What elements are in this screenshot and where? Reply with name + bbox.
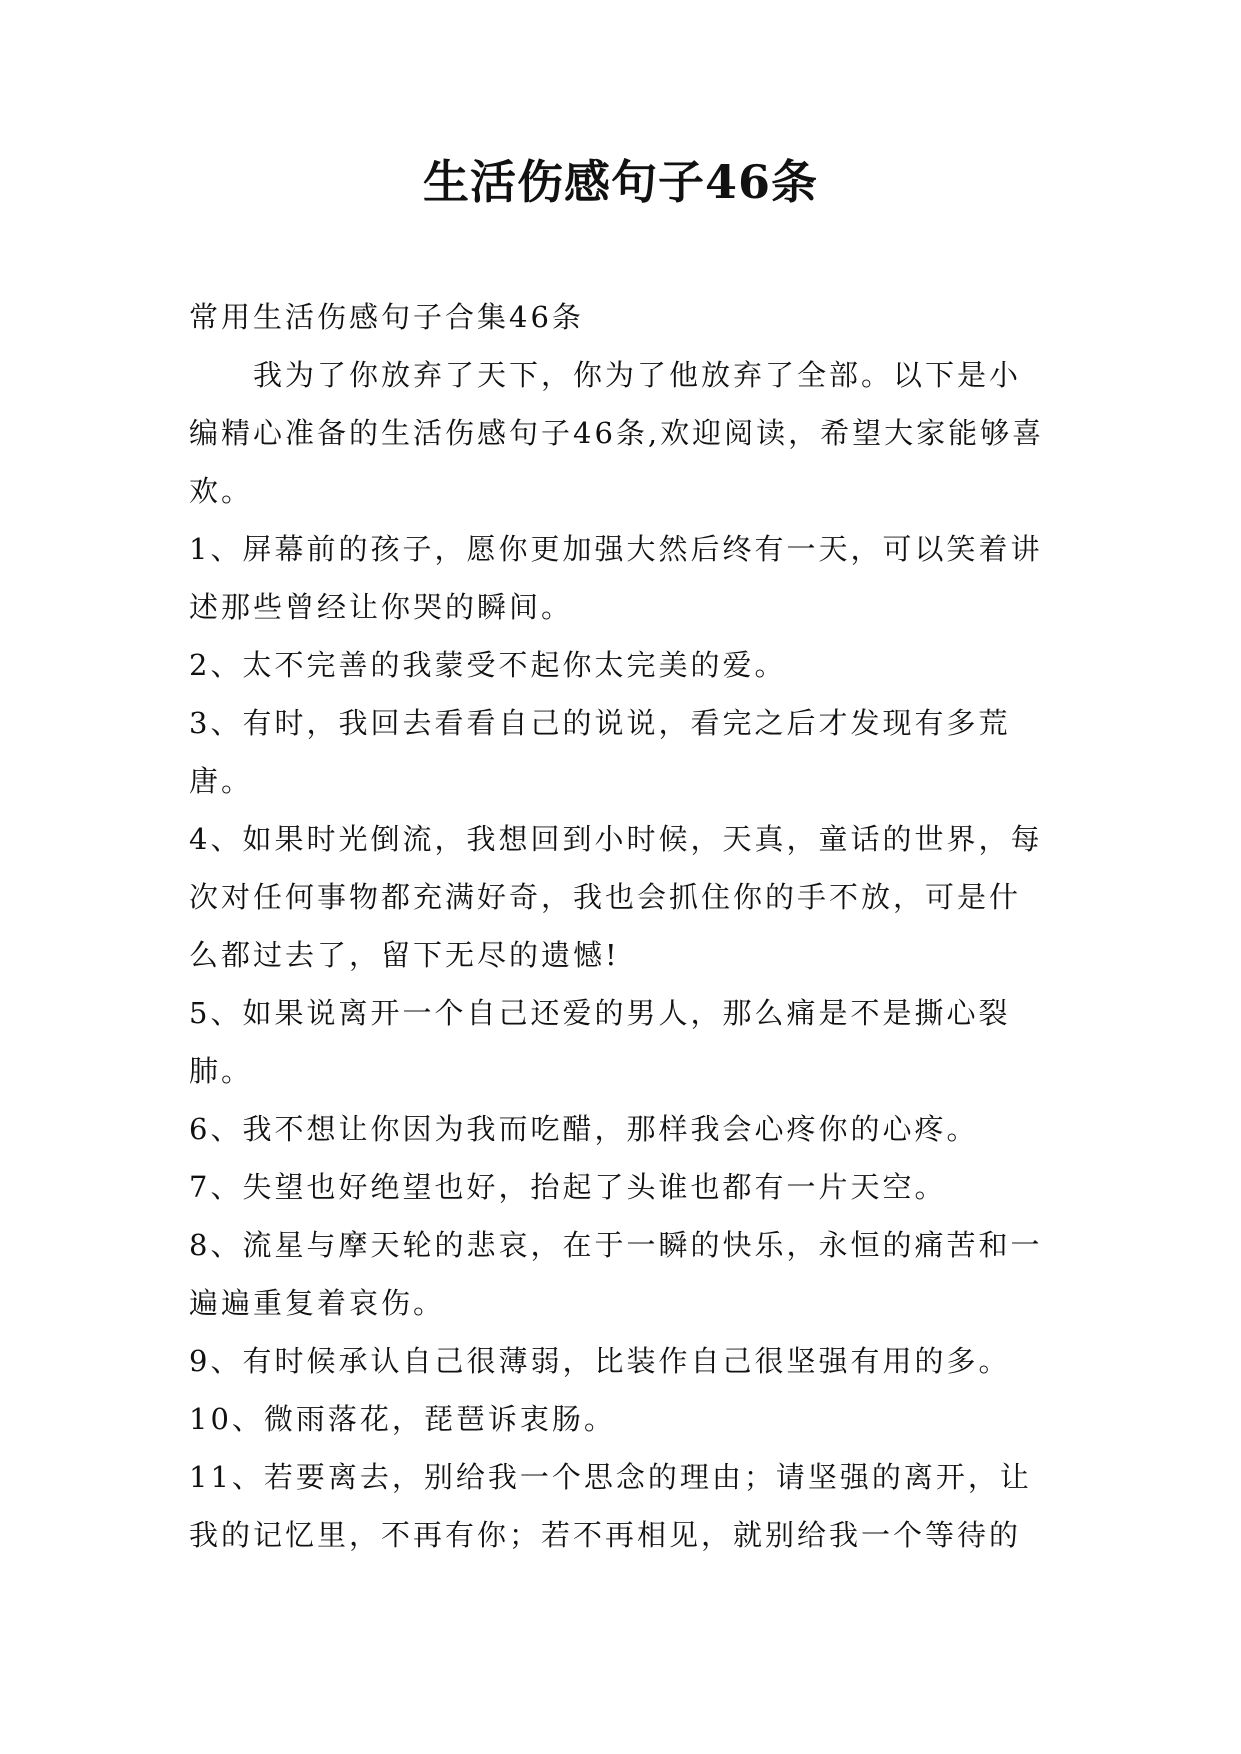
list-item: 10、微雨落花，琵琶诉衷肠。 (189, 1402, 616, 1436)
list-item: 6、我不想让你因为我而吃醋，那样我会心疼你的心疼。 (189, 1112, 979, 1146)
list-item: 8、流星与摩天轮的悲哀，在于一瞬的快乐，永恒的痛苦和一遍遍重复着哀伤。 (189, 1228, 1043, 1320)
list-item: 9、有时候承认自己很薄弱，比装作自己很坚强有用的多。 (189, 1344, 1011, 1378)
list-item: 4、如果时光倒流，我想回到小时候，天真，童话的世界，每次对任何事物都充满好奇，我也会抓住你的手不放，可是什么都过去了，留下无尽的遗憾! (189, 822, 1043, 972)
document-subtitle: 常用生活伤感句子合集46条 (189, 300, 584, 334)
list-item: 11、若要离去，别给我一个思念的理由；请坚强的离开，让我的记忆里，不再有你；若不再相见，就别给我一个等待的 (189, 1460, 1032, 1552)
intro-paragraph: 我为了你放弃了天下，你为了他放弃了全部。以下是小编精心准备的生活伤感句子46条,欢迎阅读，希望大家能够喜欢。 (189, 358, 1045, 508)
list-item: 2、太不完善的我蒙受不起你太完美的爱。 (189, 648, 787, 682)
document-title: 生活伤感句子46条 (422, 155, 818, 209)
document-body (189, 288, 1051, 1564)
list-item: 3、有时，我回去看看自己的说说，看完之后才发现有多荒唐。 (189, 706, 1011, 798)
list-item: 1、屏幕前的孩子，愿你更加强大然后终有一天，可以笑着讲述那些曾经让你哭的瞬间。 (189, 532, 1043, 624)
list-item: 7、失望也好绝望也好，抬起了头谁也都有一片天空。 (189, 1170, 947, 1204)
list-item: 5、如果说离开一个自己还爱的男人，那么痛是不是撕心裂肺。 (189, 996, 1011, 1088)
